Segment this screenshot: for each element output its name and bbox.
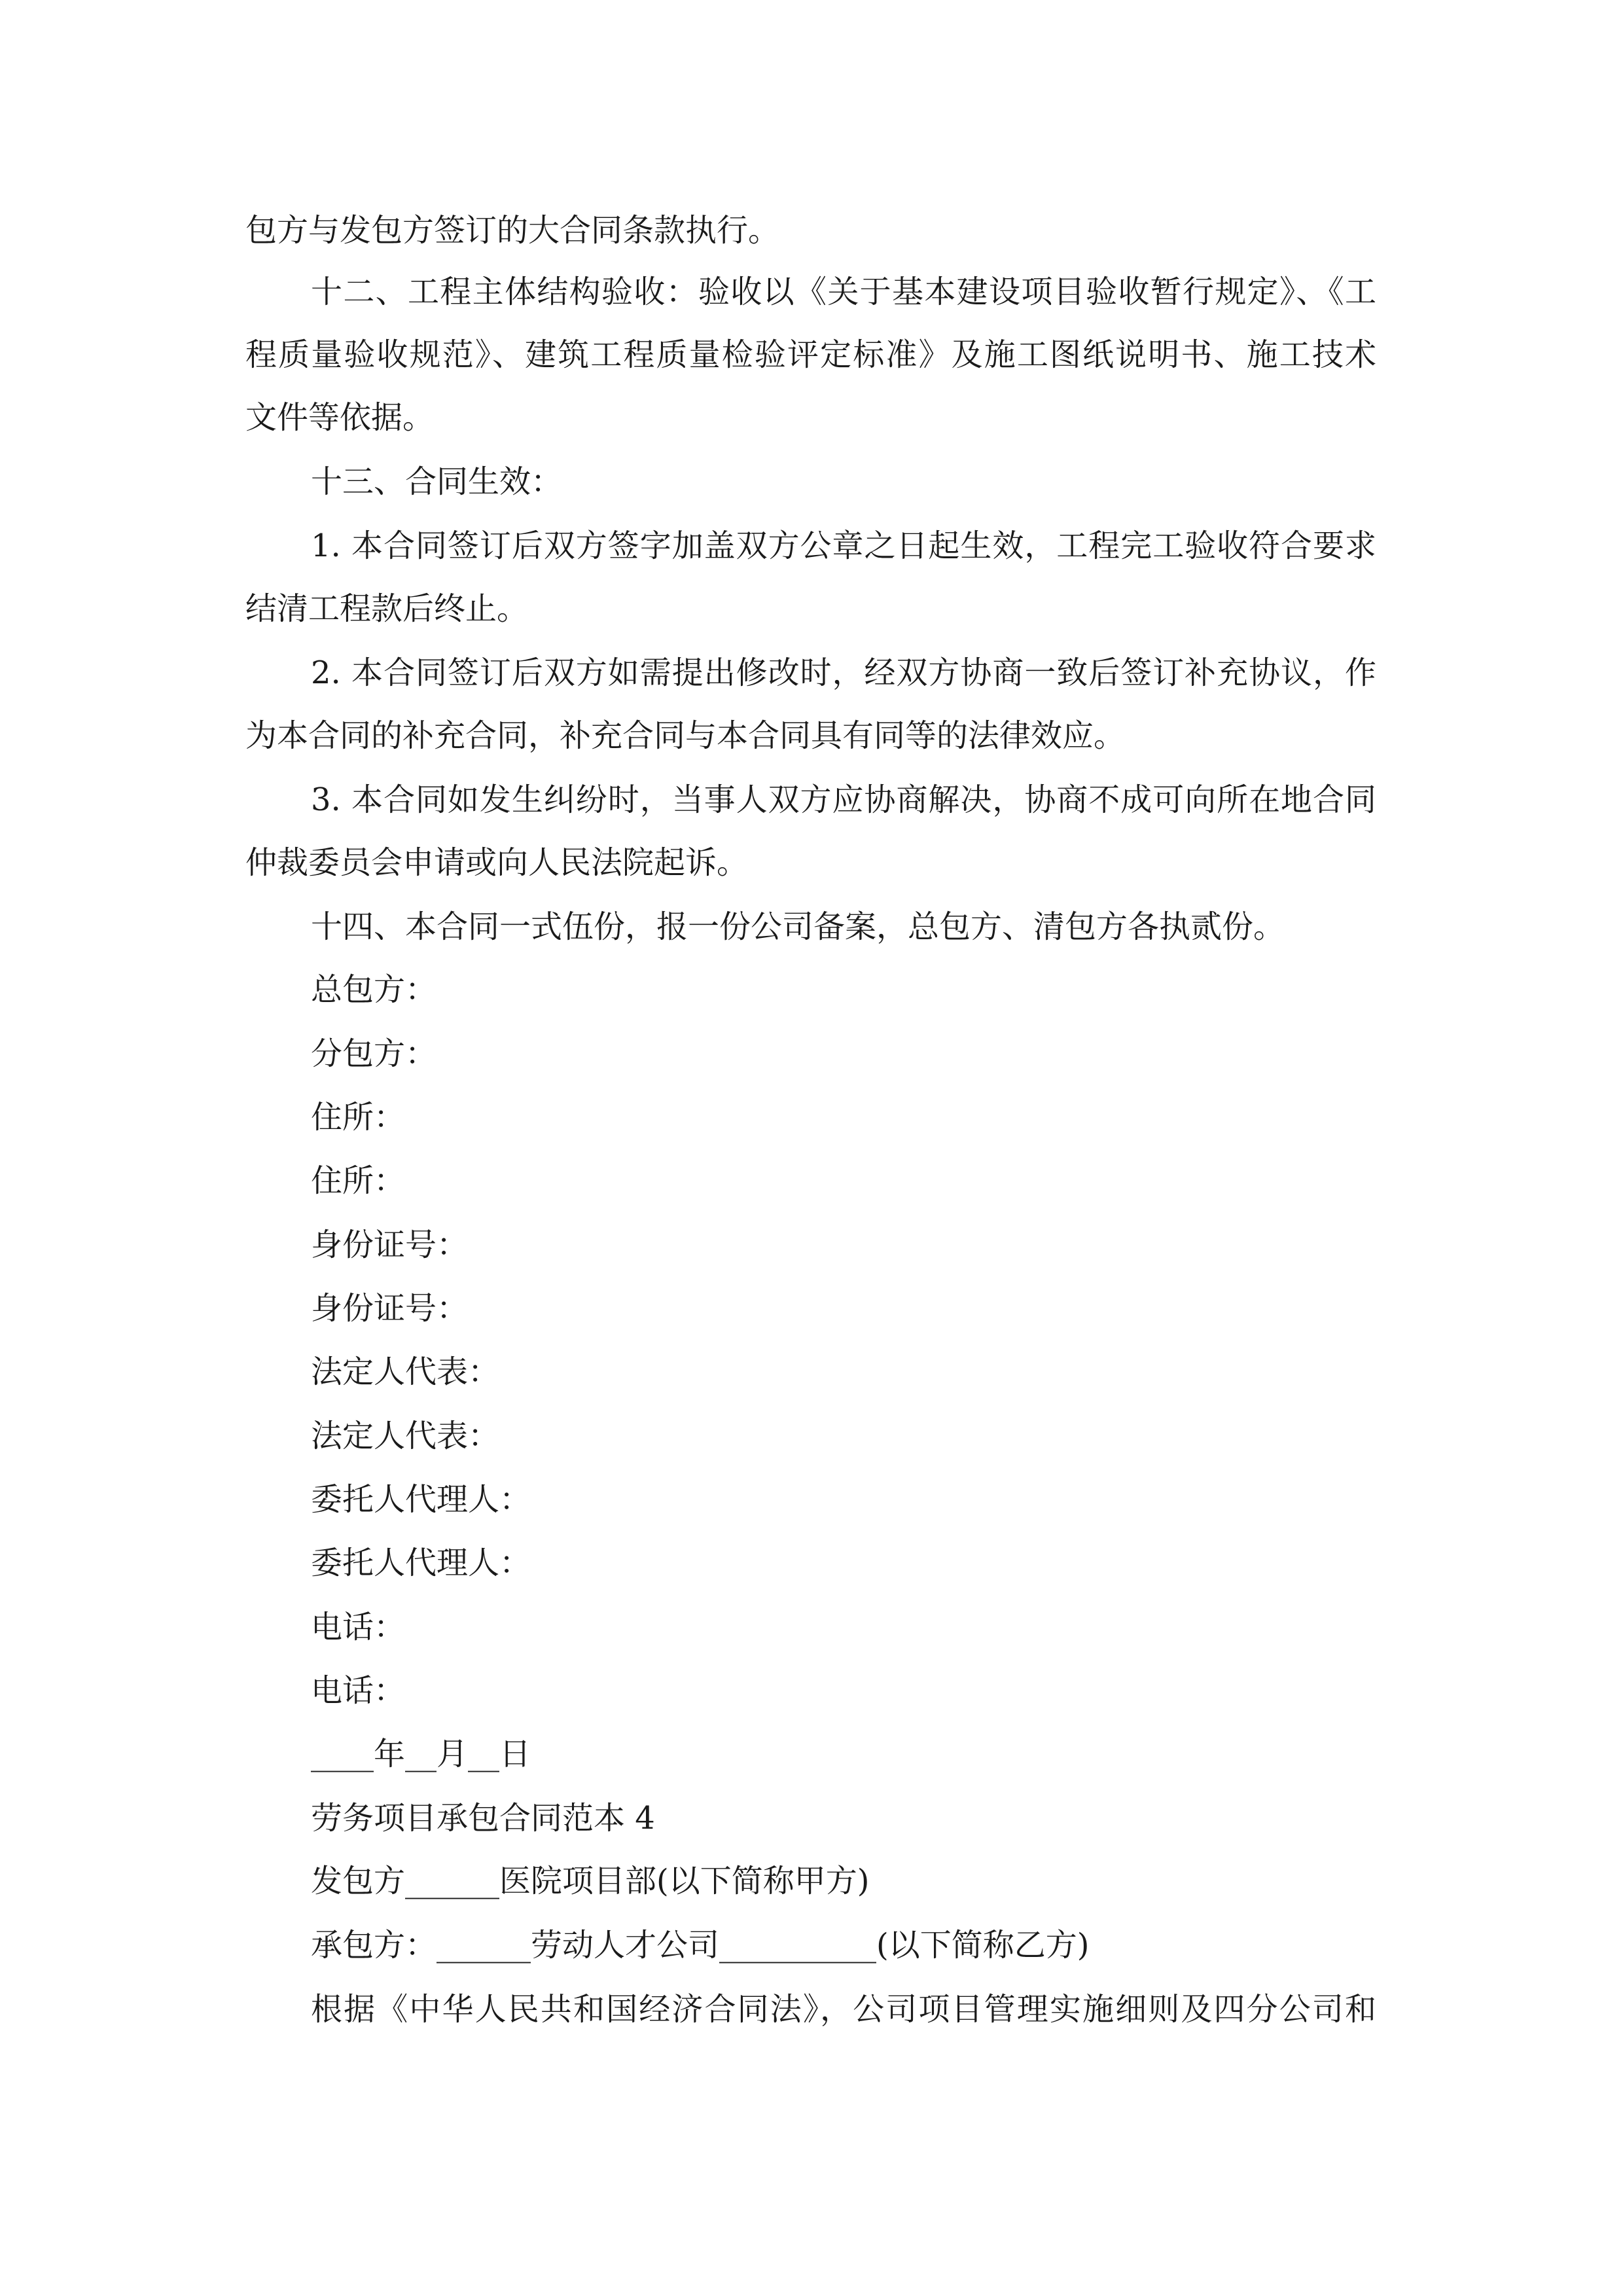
text-line: 结清工程款后终止。 — [245, 590, 529, 627]
text-line: 承包方：______劳动人才公司__________(以下简称乙方) — [311, 1927, 1090, 1964]
text-line: 身份证号： — [311, 1290, 469, 1327]
text-line: 程质量验收规范》、建筑工程质量检验评定标准》及施工图纸说明书、施工技术 — [245, 336, 1376, 373]
text-line: 总包方： — [311, 971, 437, 1008]
text-line: 文件等依据。 — [245, 399, 435, 436]
text-line: 住所： — [311, 1162, 406, 1199]
text-line: 发包方______医院项目部(以下简称甲方) — [311, 1863, 870, 1899]
text-line: 法定人代表： — [311, 1354, 500, 1390]
text-line: 2. 本合同签订后双方如需提出修改时，经双方协商一致后签订补充协议，作 — [311, 655, 1376, 691]
text-line: 3. 本合同如发生纠纷时，当事人双方应协商解决，协商不成可向所在地合同 — [311, 781, 1376, 818]
text-line: 十四、本合同一式伍份，报一份公司备案，总包方、清包方各执贰份。 — [311, 908, 1285, 945]
text-line: 根据《中华人民共和国经济合同法》，公司项目管理实施细则及四分公司和 — [311, 1991, 1376, 2028]
text-line: 委托人代理人： — [311, 1481, 531, 1518]
text-line: 1. 本合同签订后双方签字加盖双方公章之日起生效，工程完工验收符合要求 — [311, 528, 1376, 564]
text-line: 分包方： — [311, 1035, 437, 1072]
text-line: 身份证号： — [311, 1227, 469, 1263]
text-line: 十二、工程主体结构验收：验收以《关于基本建设项目验收暂行规定》、《工 — [311, 274, 1376, 310]
text-line: 包方与发包方签订的大合同条款执行。 — [245, 212, 780, 249]
text-line: 仲裁委员会申请或向人民法院起诉。 — [245, 844, 749, 881]
text-line: 十三、合同生效： — [311, 463, 563, 500]
date-line: ____年__月__日 — [311, 1736, 531, 1772]
text-line: 电话： — [311, 1609, 406, 1645]
text-line: 为本合同的补充合同，补充合同与本合同具有同等的法律效应。 — [245, 717, 1126, 754]
section-title: 劳务项目承包合同范本 4 — [311, 1800, 655, 1837]
text-line: 住所： — [311, 1099, 406, 1136]
text-line: 电话： — [311, 1672, 406, 1709]
text-line: 委托人代理人： — [311, 1545, 531, 1581]
text-line: 法定人代表： — [311, 1418, 500, 1454]
